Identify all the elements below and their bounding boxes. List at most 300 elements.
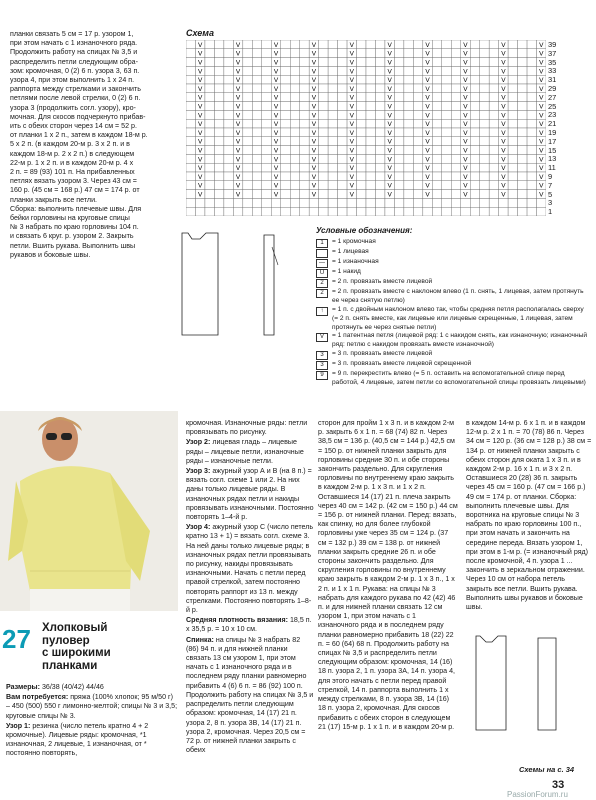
chart-cell — [243, 128, 252, 137]
chart-cell — [489, 84, 498, 93]
chart-cell — [394, 40, 403, 49]
model-name — [42, 622, 172, 672]
chart-cell — [186, 207, 195, 216]
chart-symbol: V — [463, 173, 468, 181]
chart-cell — [357, 84, 366, 93]
chart-cell — [432, 154, 441, 163]
chart-cell — [489, 40, 498, 49]
pattern-schematic-top — [170, 225, 315, 345]
chart-cell — [214, 207, 223, 216]
chart-symbol: V — [463, 68, 468, 76]
chart-cell — [338, 172, 347, 181]
chart-cell — [186, 172, 195, 181]
chart-cell — [357, 66, 366, 75]
chart-cell — [205, 198, 214, 207]
chart-cell — [252, 84, 261, 93]
chart-cell — [214, 75, 223, 84]
chart-cell — [205, 49, 214, 58]
chart-cell — [243, 181, 252, 190]
chart-symbol: V — [349, 41, 354, 49]
chart-cell — [404, 137, 413, 146]
chart-symbol: V — [387, 68, 392, 76]
chart-cell — [366, 40, 375, 49]
chart-cell — [205, 84, 214, 93]
chart-cell — [205, 75, 214, 84]
chart-cell — [366, 110, 375, 119]
chart-cell — [328, 66, 337, 75]
legend-item — [316, 350, 588, 360]
chart-symbol: V — [349, 165, 354, 173]
chart-cell — [319, 110, 328, 119]
chart-cell — [281, 207, 290, 216]
chart-cell — [527, 49, 536, 58]
chart-symbol: V — [387, 191, 392, 199]
chart-cell — [537, 207, 546, 216]
chart-cell — [186, 154, 195, 163]
chart-cell — [252, 172, 261, 181]
chart-cell — [300, 66, 309, 75]
chart-symbol: V — [425, 77, 430, 85]
chart-cell — [489, 102, 498, 111]
chart-cell — [451, 110, 460, 119]
chart-cell — [404, 198, 413, 207]
chart-cell — [508, 198, 517, 207]
legend-symbol: — — [316, 259, 328, 268]
chart-cell — [413, 163, 422, 172]
chart-cell — [480, 49, 489, 58]
chart-symbol: V — [198, 77, 203, 85]
chart-cell — [432, 163, 441, 172]
schema-title: Схема — [186, 28, 214, 38]
chart-symbol: V — [387, 173, 392, 181]
chart-symbol: V — [539, 50, 544, 58]
chart-symbol: V — [198, 138, 203, 146]
chart-symbol: V — [235, 77, 241, 85]
chart-cell — [451, 75, 460, 84]
chart-cell — [300, 190, 309, 199]
chart-cell — [319, 172, 328, 181]
chart-cell — [338, 75, 347, 84]
chart-symbol: V — [425, 147, 430, 155]
chart-cell — [338, 207, 347, 216]
chart-cell — [508, 172, 517, 181]
chart-cell — [470, 40, 479, 49]
paragraph-heading: Узор 3: — [186, 467, 211, 476]
chart-cell — [205, 163, 214, 172]
legend-item — [316, 306, 588, 333]
chart-cell — [527, 137, 536, 146]
chart-cell — [413, 40, 422, 49]
chart-symbol: V — [425, 112, 430, 120]
chart-cell — [281, 75, 290, 84]
chart-cell — [404, 40, 413, 49]
text-line: планки связать 5 см = 17 р. узором 1, — [10, 30, 134, 38]
chart-cell — [224, 110, 233, 119]
chart-cell — [328, 119, 337, 128]
chart-cell — [262, 137, 271, 146]
chart-cell — [518, 190, 527, 199]
chart-cell — [262, 110, 271, 119]
chart-cell — [432, 110, 441, 119]
chart-cell — [375, 198, 384, 207]
chart-cell — [300, 40, 309, 49]
chart-cell — [489, 58, 498, 67]
chart-cell — [328, 198, 337, 207]
chart-symbol: V — [273, 156, 279, 164]
chart-symbol: V — [349, 85, 354, 93]
legend-text: = 1 лицевая — [332, 247, 369, 255]
chart-cell — [290, 66, 299, 75]
chart-cell — [375, 66, 384, 75]
chart-cell — [442, 172, 451, 181]
chart-cell — [489, 119, 498, 128]
chart-symbol: V — [501, 41, 506, 49]
chart-cell — [518, 40, 527, 49]
chart-cell — [205, 58, 214, 67]
chart-cell — [432, 181, 441, 190]
text-line: от планки 1 х 2 п., затем в каждом 18-м р. — [10, 131, 148, 140]
chart-symbol: V — [463, 77, 468, 85]
chart-cell — [205, 146, 214, 155]
chart-cell — [366, 163, 375, 172]
chart-cell — [262, 154, 271, 163]
bottom-left-text — [6, 683, 178, 760]
chart-cell — [262, 128, 271, 137]
chart-cell — [309, 198, 318, 207]
chart-cell — [205, 207, 214, 216]
chart-symbol: V — [539, 165, 544, 173]
chart-cell — [432, 190, 441, 199]
chart-symbol: V — [311, 165, 317, 173]
chart-cell — [243, 93, 252, 102]
chart-cell — [205, 190, 214, 199]
chart-cell — [375, 119, 384, 128]
chart-cell — [442, 93, 451, 102]
paragraph-heading: Размеры: — [6, 683, 40, 691]
chart-cell — [375, 190, 384, 199]
chart-cell — [262, 119, 271, 128]
chart-symbol: V — [311, 138, 317, 146]
chart-cell — [375, 40, 384, 49]
chart-cell — [423, 198, 432, 207]
chart-symbol: V — [349, 147, 354, 155]
legend-text: = 9 п. перекрестить влево (= 5 п. оставить на вспомогательной спице перед работой, 4 лицевые, затем петли со вспомогательной спицы провязать лицевыми) — [332, 370, 586, 387]
chart-cell — [518, 137, 527, 146]
chart-cell — [413, 190, 422, 199]
legend-symbol: 2 — [316, 289, 328, 298]
chart-cell — [442, 119, 451, 128]
row-number: 7 — [548, 180, 553, 190]
chart-symbol: V — [463, 94, 468, 102]
paragraph — [186, 438, 314, 466]
chart-cell — [413, 119, 422, 128]
chart-symbol: V — [311, 50, 317, 58]
chart-cell — [290, 172, 299, 181]
chart-cell — [186, 75, 195, 84]
chart-cell — [442, 146, 451, 155]
chart-cell — [281, 102, 290, 111]
woman-in-yellow-pullover-illustration — [0, 411, 178, 611]
legend-symbol: 3 — [316, 361, 328, 370]
chart-cell — [281, 84, 290, 93]
chart-cell — [214, 110, 223, 119]
row-number: 21 — [548, 119, 557, 129]
chart-cell — [224, 84, 233, 93]
chart-cell — [186, 93, 195, 102]
chart-symbol: V — [235, 94, 241, 102]
chart-cell — [404, 163, 413, 172]
chart-symbol: V — [425, 41, 430, 49]
chart-symbol: V — [311, 173, 317, 181]
chart-cell — [357, 172, 366, 181]
chart-cell — [338, 181, 347, 190]
chart-cell — [432, 58, 441, 67]
chart-symbol: V — [463, 59, 468, 67]
chart-cell — [442, 84, 451, 93]
chart-cell — [281, 110, 290, 119]
chart-cell — [319, 49, 328, 58]
chart-cell — [290, 137, 299, 146]
chart-symbol: V — [539, 147, 544, 155]
text-line: петлями после левой стрелки, 0 (2) 6 п. — [10, 94, 141, 103]
chart-cell — [338, 102, 347, 111]
chart-cell — [413, 137, 422, 146]
chart-cell — [413, 75, 422, 84]
chart-cell — [375, 154, 384, 163]
chart-cell — [205, 128, 214, 137]
chart-cell — [413, 181, 422, 190]
chart-cell — [252, 163, 261, 172]
chart-symbol: V — [501, 156, 506, 164]
chart-symbol: V — [235, 156, 241, 164]
chart-cell — [518, 93, 527, 102]
chart-cell — [300, 58, 309, 67]
chart-cell — [394, 110, 403, 119]
chart-cell — [413, 172, 422, 181]
chart-cell — [375, 49, 384, 58]
chart-symbol: V — [425, 50, 430, 58]
chart-cell — [470, 66, 479, 75]
chart-symbol: V — [501, 165, 506, 173]
chart-cell — [442, 49, 451, 58]
text-line: Продолжить работу на спицах № 3,5 и — [10, 48, 138, 57]
chart-cell — [394, 163, 403, 172]
chart-cell — [357, 102, 366, 111]
chart-cell — [527, 146, 536, 155]
chart-cell — [300, 128, 309, 137]
chart-symbol: V — [463, 156, 468, 164]
chart-symbol: V — [539, 94, 544, 102]
chart-cell — [205, 172, 214, 181]
chart-cell — [214, 163, 223, 172]
chart-cell — [499, 198, 508, 207]
chart-cell — [214, 198, 223, 207]
legend-item — [316, 238, 588, 248]
paragraph-body: пряжа (100% хлопок; 95 м/50 г) – 450 (500) 550 г лимонно-желтой; спицы № 3 и 3,5; круговые спицы № 3. — [6, 693, 178, 720]
chart-symbol: V — [198, 173, 203, 181]
chart-cell — [224, 49, 233, 58]
chart-cell — [432, 93, 441, 102]
chart-cell — [328, 110, 337, 119]
chart-cell — [281, 181, 290, 190]
row-number: 31 — [548, 75, 557, 85]
legend-item — [316, 288, 588, 306]
chart-symbol: V — [311, 77, 317, 85]
chart-cell — [442, 154, 451, 163]
chart-cell — [205, 93, 214, 102]
chart-cell — [338, 110, 347, 119]
chart-row-numbers — [548, 40, 576, 216]
knitting-chart — [186, 40, 546, 216]
chart-cell — [508, 146, 517, 155]
paragraph-body: резинка (число петель кратно 4 + 2 кромочные). Лицевые ряды: кромочная, *1 изнаночная, 2 лицевые, 1 изнаночная, от * постоянно повторять, — [6, 721, 149, 758]
text-line: Сборка: выполнить плечевые швы. Для — [10, 204, 142, 213]
chart-symbol: V — [273, 138, 279, 146]
row-number: 3 — [548, 198, 553, 208]
chart-symbol: V — [387, 94, 392, 102]
chart-cell — [214, 190, 223, 199]
schemes-note: Схемы на с. 34 — [519, 765, 575, 774]
text-column-3: сторон для пройм 1 х 3 п. и в каждом 2-м р. закрыть 6 х 1 п. = 68 (74) 82 п. Через 38,5 см = 136 р. (40,5 см = 144 р.) 42,5 см = 150 р. от нижней планки закрыть для горловины средние 30 п. и обе стороны закончить раздельно. Для скругления горловины по внутреннему краю закрыть в каждом 2-м р. 1 х 3 п. и 1 х 2 п. Оставшиеся 14 (17) 21 п. плеча закрыть через 40 см = 142 р. (42 см = 150 р.) 44 см = 156 р. от нижней планки. Перед: вязать, как спинку, но для более глубокой горловины уже через 35 см = 124 р. (37 см = 132 р.) 39 см = 138 р. от нижней планки закрыть средние 26 п. и обе стороны закончить раздельно. Для скругления горловины по внутреннему краю закрыть в каждом 2-м р. 1 х 3 п., 1 х 2 п. и 1 х 1 п. Рукава: на спицы № 3 набрать для каждого рукава по 42 (42) 46 п. и для нижней планки связать 12 см узором 1, при этом начать с 1 изнаночного ряда и в последнем ряду планки равномерно прибавить 18 (22) 22 п. = 60 (64) 68 п. Продолжить работу на спицах № 3,5 и распределить петли следующим образом: кромочная, 14 (16) 18 п. узора 2, 1 п. узора 3A, 14 п. узора 4, для этого начать с петли перед правой стрелкой, 14 п. раппорта выполнить 1 х между стрелками, 8 п. узора 3B, 14 (16) 18 п. узора 2, кромочная. Для скосов прибавить с обеих сторон в следующем 21 (17) 15-м р. 1 х 1 п. и в каждом 20-м р. — [318, 419, 458, 731]
chart-cell — [489, 110, 498, 119]
chart-cell — [518, 119, 527, 128]
chart-cell — [518, 110, 527, 119]
chart-cell — [186, 40, 195, 49]
chart-cell — [432, 207, 441, 216]
chart-cell — [281, 128, 290, 137]
chart-cell — [290, 49, 299, 58]
chart-symbol: V — [198, 112, 203, 120]
chart-cell — [480, 154, 489, 163]
chart-cell — [243, 198, 252, 207]
chart-symbol: V — [501, 77, 506, 85]
chart-cell — [224, 172, 233, 181]
chart-cell — [281, 190, 290, 199]
chart-cell — [527, 75, 536, 84]
chart-symbol: V — [273, 129, 279, 137]
chart-cell — [404, 190, 413, 199]
chart-cell — [300, 93, 309, 102]
chart-symbol: V — [387, 103, 392, 111]
chart-cell — [508, 207, 517, 216]
chart-cell — [319, 66, 328, 75]
chart-cell — [442, 58, 451, 67]
chart-cell — [319, 93, 328, 102]
chart-cell — [357, 181, 366, 190]
chart-cell — [328, 75, 337, 84]
chart-cell — [224, 58, 233, 67]
chart-cell — [300, 75, 309, 84]
chart-cell — [243, 102, 252, 111]
paragraph — [186, 467, 314, 522]
chart-cell — [527, 154, 536, 163]
chart-cell — [262, 190, 271, 199]
chart-cell — [357, 49, 366, 58]
legend-symbol: 1 — [316, 239, 328, 248]
chart-cell — [366, 207, 375, 216]
chart-cell — [252, 66, 261, 75]
chart-cell — [290, 110, 299, 119]
chart-cell — [432, 84, 441, 93]
chart-cell — [366, 190, 375, 199]
chart-cell — [290, 198, 299, 207]
chart-cell — [432, 49, 441, 58]
chart-cell — [394, 66, 403, 75]
chart-cell — [271, 207, 280, 216]
legend-item — [316, 370, 588, 388]
chart-cell — [442, 190, 451, 199]
chart-cell — [186, 163, 195, 172]
row-number: 19 — [548, 128, 557, 137]
chart-cell — [214, 137, 223, 146]
chart-symbol: V — [387, 112, 392, 120]
chart-cell — [404, 154, 413, 163]
chart-cell — [366, 198, 375, 207]
chart-cell — [489, 198, 498, 207]
chart-cell — [451, 119, 460, 128]
chart-symbol: V — [539, 156, 544, 164]
chart-cell — [328, 163, 337, 172]
chart-cell — [404, 146, 413, 155]
chart-symbol: V — [198, 121, 203, 129]
legend-symbol: V — [316, 333, 328, 342]
chart-symbol: V — [273, 68, 279, 76]
chart-cell — [461, 198, 470, 207]
chart-symbol: V — [235, 68, 241, 76]
chart-cell — [300, 49, 309, 58]
paragraph-heading: Узор 1: — [6, 721, 31, 730]
chart-cell — [394, 146, 403, 155]
chart-cell — [262, 146, 271, 155]
chart-cell — [357, 163, 366, 172]
chart-cell — [432, 128, 441, 137]
chart-symbol: V — [273, 147, 279, 155]
chart-symbol: V — [463, 41, 468, 49]
chart-cell — [404, 49, 413, 58]
chart-cell — [480, 181, 489, 190]
chart-cell — [489, 163, 498, 172]
chart-symbol: V — [463, 50, 468, 58]
chart-symbol: V — [539, 138, 544, 146]
chart-symbol: V — [273, 41, 279, 49]
chart-symbol: V — [273, 112, 279, 120]
chart-cell — [518, 172, 527, 181]
chart-cell — [195, 207, 204, 216]
chart-cell — [281, 58, 290, 67]
chart-cell — [394, 198, 403, 207]
chart-cell — [252, 75, 261, 84]
chart-cell — [281, 119, 290, 128]
chart-symbol: V — [198, 59, 203, 67]
chart-cell — [252, 110, 261, 119]
chart-cell — [262, 207, 271, 216]
chart-symbol: V — [539, 112, 544, 120]
chart-cell — [338, 163, 347, 172]
chart-cell — [527, 190, 536, 199]
chart-symbol: V — [539, 68, 544, 76]
chart-cell — [518, 181, 527, 190]
chart-cell — [252, 181, 261, 190]
chart-cell — [214, 58, 223, 67]
chart-cell — [338, 154, 347, 163]
chart-cell — [404, 172, 413, 181]
chart-cell — [366, 93, 375, 102]
chart-symbol: V — [235, 85, 241, 93]
chart-cell — [470, 102, 479, 111]
chart-cell — [252, 190, 261, 199]
chart-cell — [328, 93, 337, 102]
chart-cell — [461, 207, 470, 216]
